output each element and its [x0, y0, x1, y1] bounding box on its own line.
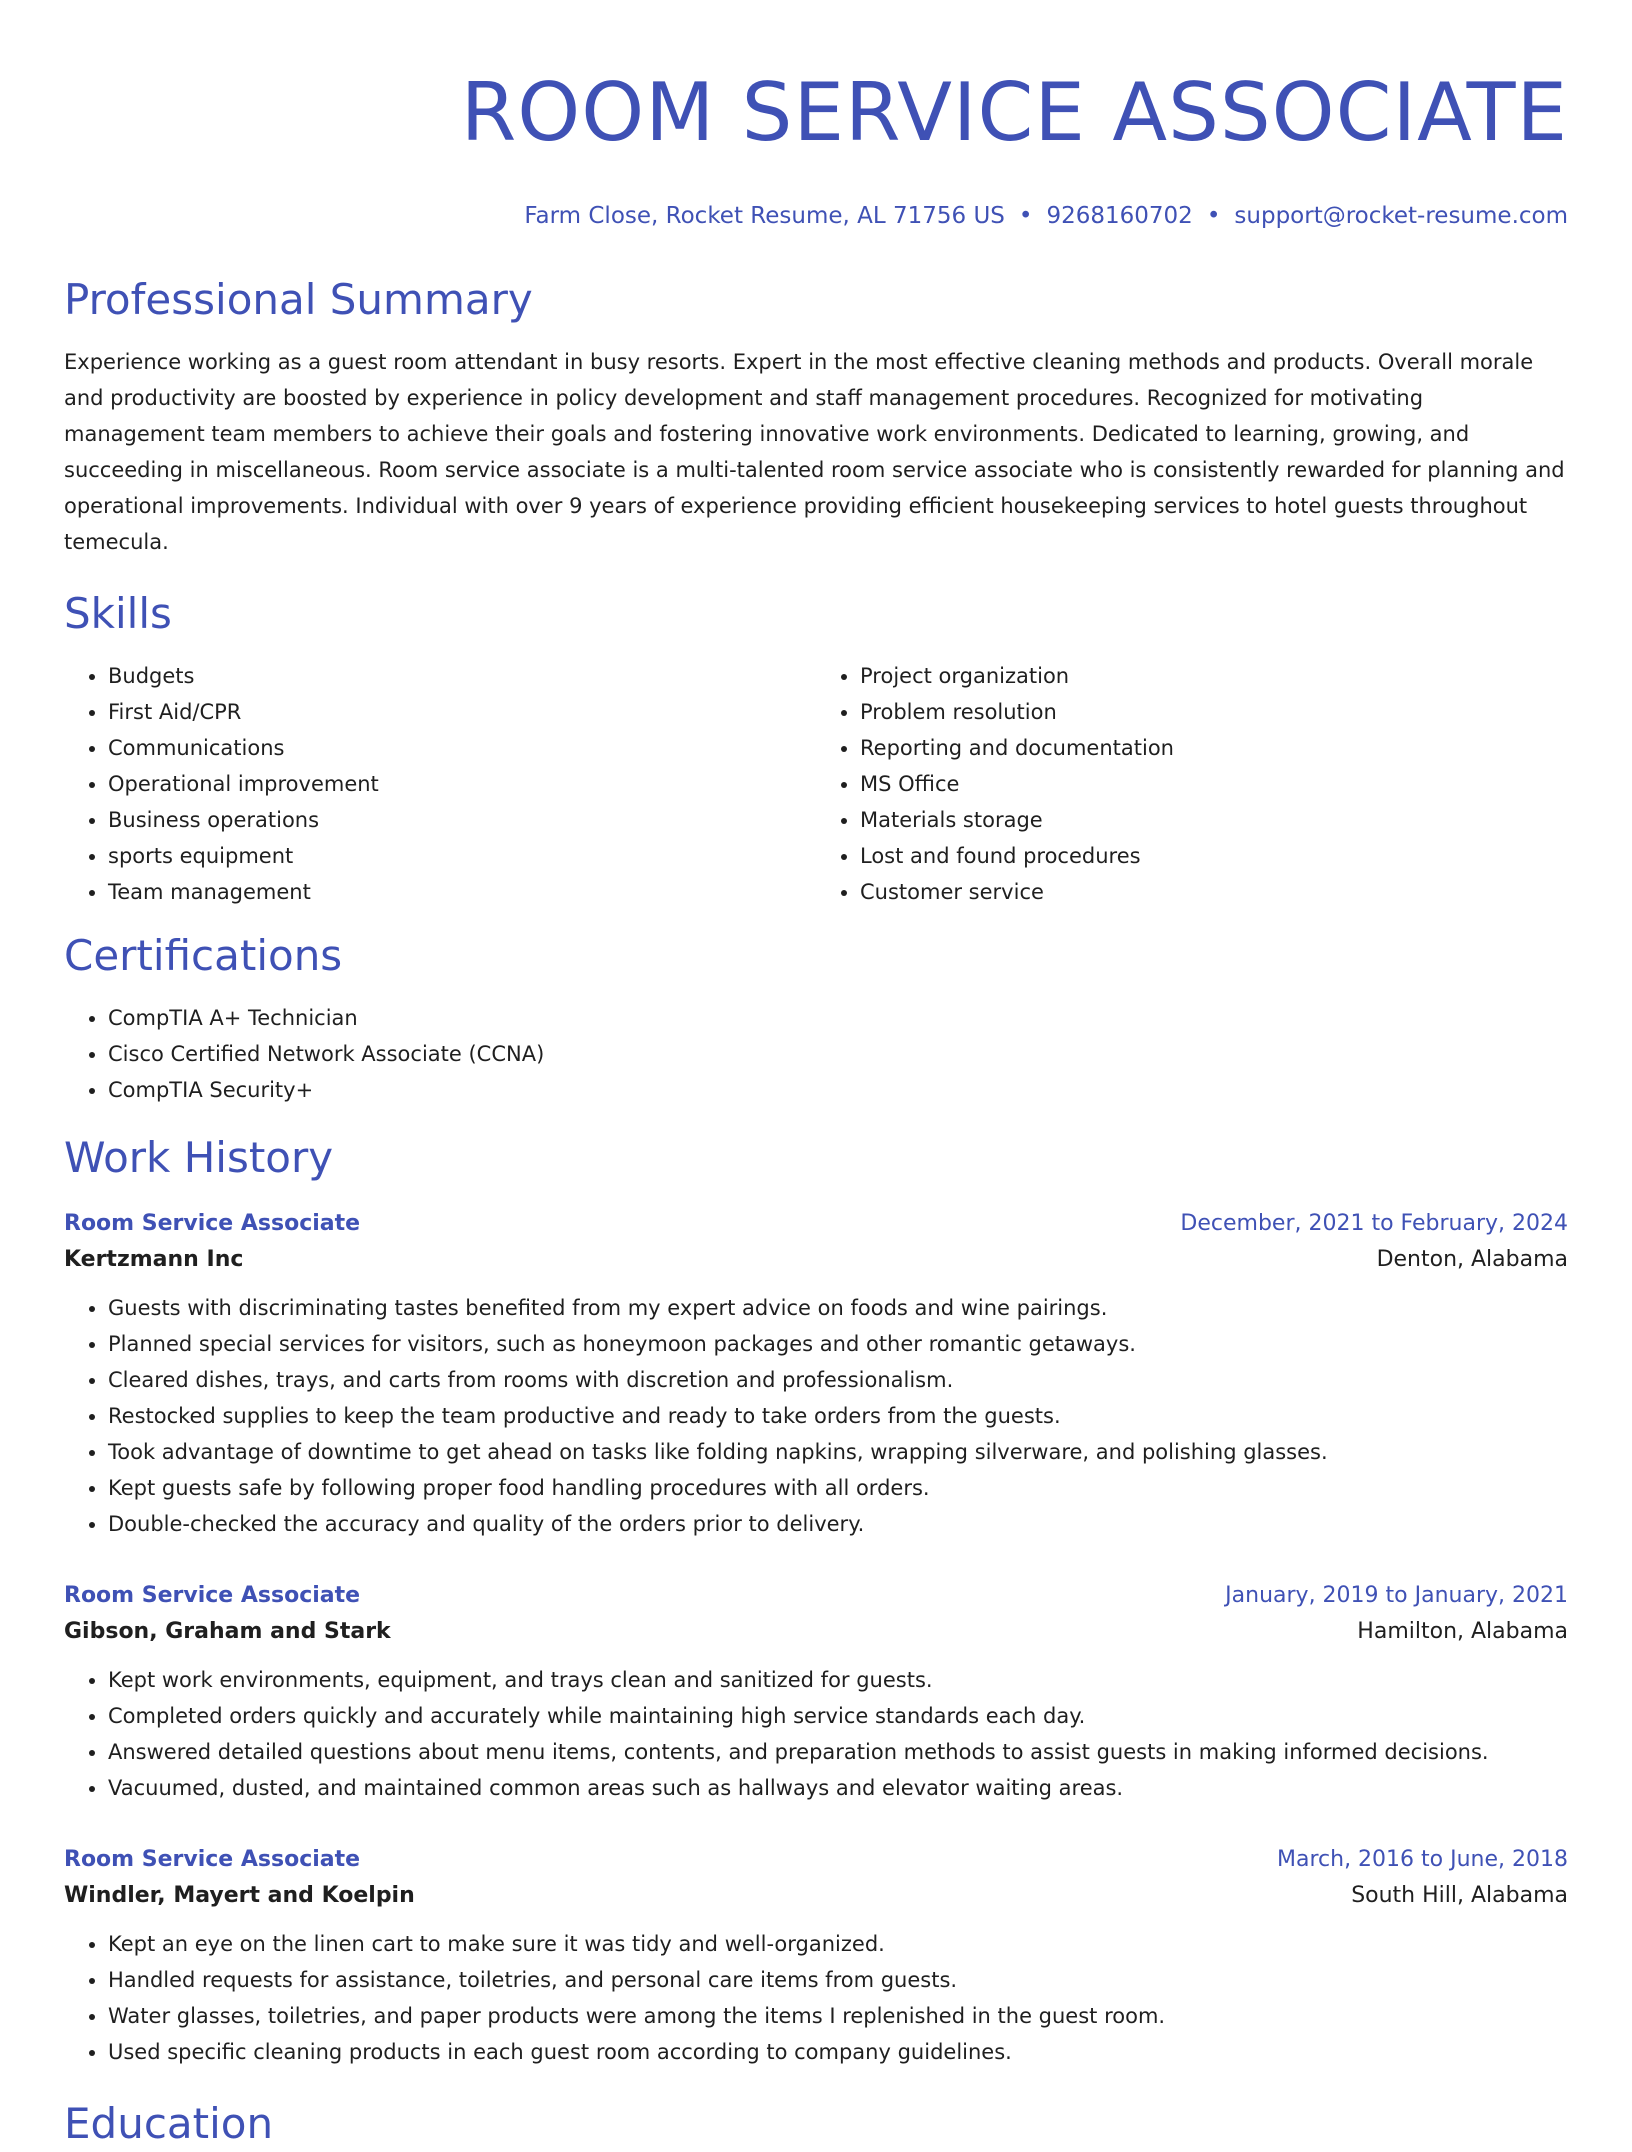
job-entry: [64, 1580, 1568, 1806]
contact-line: [64, 200, 1568, 232]
job-bullet: • Restocked supplies to keep the team productive and ready to take orders from the guests.: [108, 1398, 1568, 1434]
job-header-row: [64, 1208, 1568, 1240]
job-bullet: • Handled requests for assistance, toiletries, and personal care items from guests.: [108, 1962, 1568, 1998]
job-title: Room Service Associate: [64, 1211, 361, 1236]
job-title: Room Service Associate: [64, 1847, 361, 1872]
skill-item: • MS Office: [860, 766, 1568, 802]
contact-address: Farm Close, Rocket Resume, AL 71756 US: [524, 203, 1005, 229]
job-company-row: [64, 1240, 1568, 1280]
section-title-summary: Professional Summary: [64, 275, 533, 324]
skill-item: • Team management: [108, 874, 816, 910]
job-bullet: • Kept an eye on the linen cart to make sure it was tidy and well-organized.: [108, 1926, 1568, 1962]
section-title-work-history: Work History: [64, 1133, 334, 1182]
job-bullet: • Kept guests safe by following proper food handling procedures with all orders.: [108, 1470, 1568, 1506]
job-entry: [64, 1844, 1568, 2070]
job-bullet: • Vacuumed, dusted, and maintained common areas such as hallways and elevator waiting areas.: [108, 1770, 1568, 1806]
skill-item: • First Aid/CPR: [108, 694, 816, 730]
job-dates: March, 2016 to June, 2018: [1277, 1847, 1568, 1872]
skill-item: • Lost and found procedures: [860, 838, 1568, 874]
job-bullets: [64, 1290, 1568, 1542]
separator-dot: •: [1018, 203, 1033, 229]
certification-item: • Cisco Certified Network Associate (CCNA): [108, 1036, 1568, 1072]
skill-item: • Communications: [108, 730, 816, 766]
skill-item: • sports equipment: [108, 838, 816, 874]
resume-header: [64, 58, 1568, 232]
section-title-skills: Skills: [64, 589, 172, 638]
job-bullet: • Answered detailed questions about menu items, contents, and preparation methods to assist guests in making informed decisions.: [108, 1734, 1568, 1770]
job-bullets: [64, 1662, 1568, 1806]
job-location: Denton, Alabama: [1376, 1247, 1568, 1272]
job-company-row: [64, 1876, 1568, 1916]
job-location: Hamilton, Alabama: [1357, 1619, 1568, 1644]
skill-item: • Reporting and documentation: [860, 730, 1568, 766]
job-bullet: • Used specific cleaning products in each guest room according to company guidelines.: [108, 2034, 1568, 2070]
skill-item: • Problem resolution: [860, 694, 1568, 730]
skills-column-left: [64, 658, 816, 910]
skill-item: • Operational improvement: [108, 766, 816, 802]
skill-item: • Business operations: [108, 802, 816, 838]
job-header-row: [64, 1580, 1568, 1612]
separator-dot: •: [1206, 203, 1221, 229]
job-bullet: • Took advantage of downtime to get ahead on tasks like folding napkins, wrapping silverware, and polishing glasses.: [108, 1434, 1568, 1470]
certification-item: • CompTIA Security+: [108, 1072, 1568, 1108]
job-bullet: • Cleared dishes, trays, and carts from rooms with discretion and professionalism.: [108, 1362, 1568, 1398]
skill-item: • Budgets: [108, 658, 816, 694]
job-company: Windler, Mayert and Koelpin: [64, 1883, 415, 1908]
section-title-certifications: Certifications: [64, 931, 343, 980]
contact-email[interactable]: support@rocket-resume.com: [1234, 203, 1568, 229]
job-entry: [64, 1208, 1568, 1542]
skills-list: [64, 658, 1568, 910]
summary-text: Experience working as a guest room attendant in busy resorts. Expert in the most effective cleaning methods and products. Overall morale and productivity are boosted by experience in policy development and staff management procedures. Recognized for motivating management team members to achieve their goals and fostering innovative work environments. Dedicated to learning, growing, and succeeding in miscellaneous. Room service associate is a multi-talented room service associate who is consistently rewarded for planning and operational improvements. Individual with over 9 years of experience providing efficient housekeeping services to hotel guests throughout temecula.: [64, 350, 1565, 554]
job-dates: January, 2019 to January, 2021: [1225, 1583, 1568, 1608]
job-bullet: • Double-checked the accuracy and quality of the orders prior to delivery.: [108, 1506, 1568, 1542]
section-title-education: Education: [64, 2099, 274, 2148]
job-company-row: [64, 1612, 1568, 1652]
job-bullet: • Completed orders quickly and accurately while maintaining high service standards each day.: [108, 1698, 1568, 1734]
skill-item: • Project organization: [860, 658, 1568, 694]
job-bullets: [64, 1926, 1568, 2070]
job-location: South Hill, Alabama: [1351, 1883, 1568, 1908]
skills-column-right: [816, 658, 1568, 910]
job-bullet: • Guests with discriminating tastes benefited from my expert advice on foods and wine pairings.: [108, 1290, 1568, 1326]
job-title: Room Service Associate: [64, 1583, 361, 1608]
contact-phone: 9268160702: [1046, 203, 1193, 229]
candidate-name: ROOM SERVICE ASSOCIATE: [460, 66, 1568, 159]
job-company: Gibson, Graham and Stark: [64, 1619, 391, 1644]
job-dates: December, 2021 to February, 2024: [1180, 1211, 1568, 1236]
job-company: Kertzmann Inc: [64, 1247, 244, 1272]
job-bullet: • Kept work environments, equipment, and trays clean and sanitized for guests.: [108, 1662, 1568, 1698]
job-header-row: [64, 1844, 1568, 1876]
job-bullet: • Water glasses, toiletries, and paper products were among the items I replenished in the guest room.: [108, 1998, 1568, 2034]
certification-item: • CompTIA A+ Technician: [108, 1000, 1568, 1036]
skill-item: • Customer service: [860, 874, 1568, 910]
job-bullet: • Planned special services for visitors, such as honeymoon packages and other romantic getaways.: [108, 1326, 1568, 1362]
certifications-list: [64, 1000, 1568, 1108]
skill-item: • Materials storage: [860, 802, 1568, 838]
